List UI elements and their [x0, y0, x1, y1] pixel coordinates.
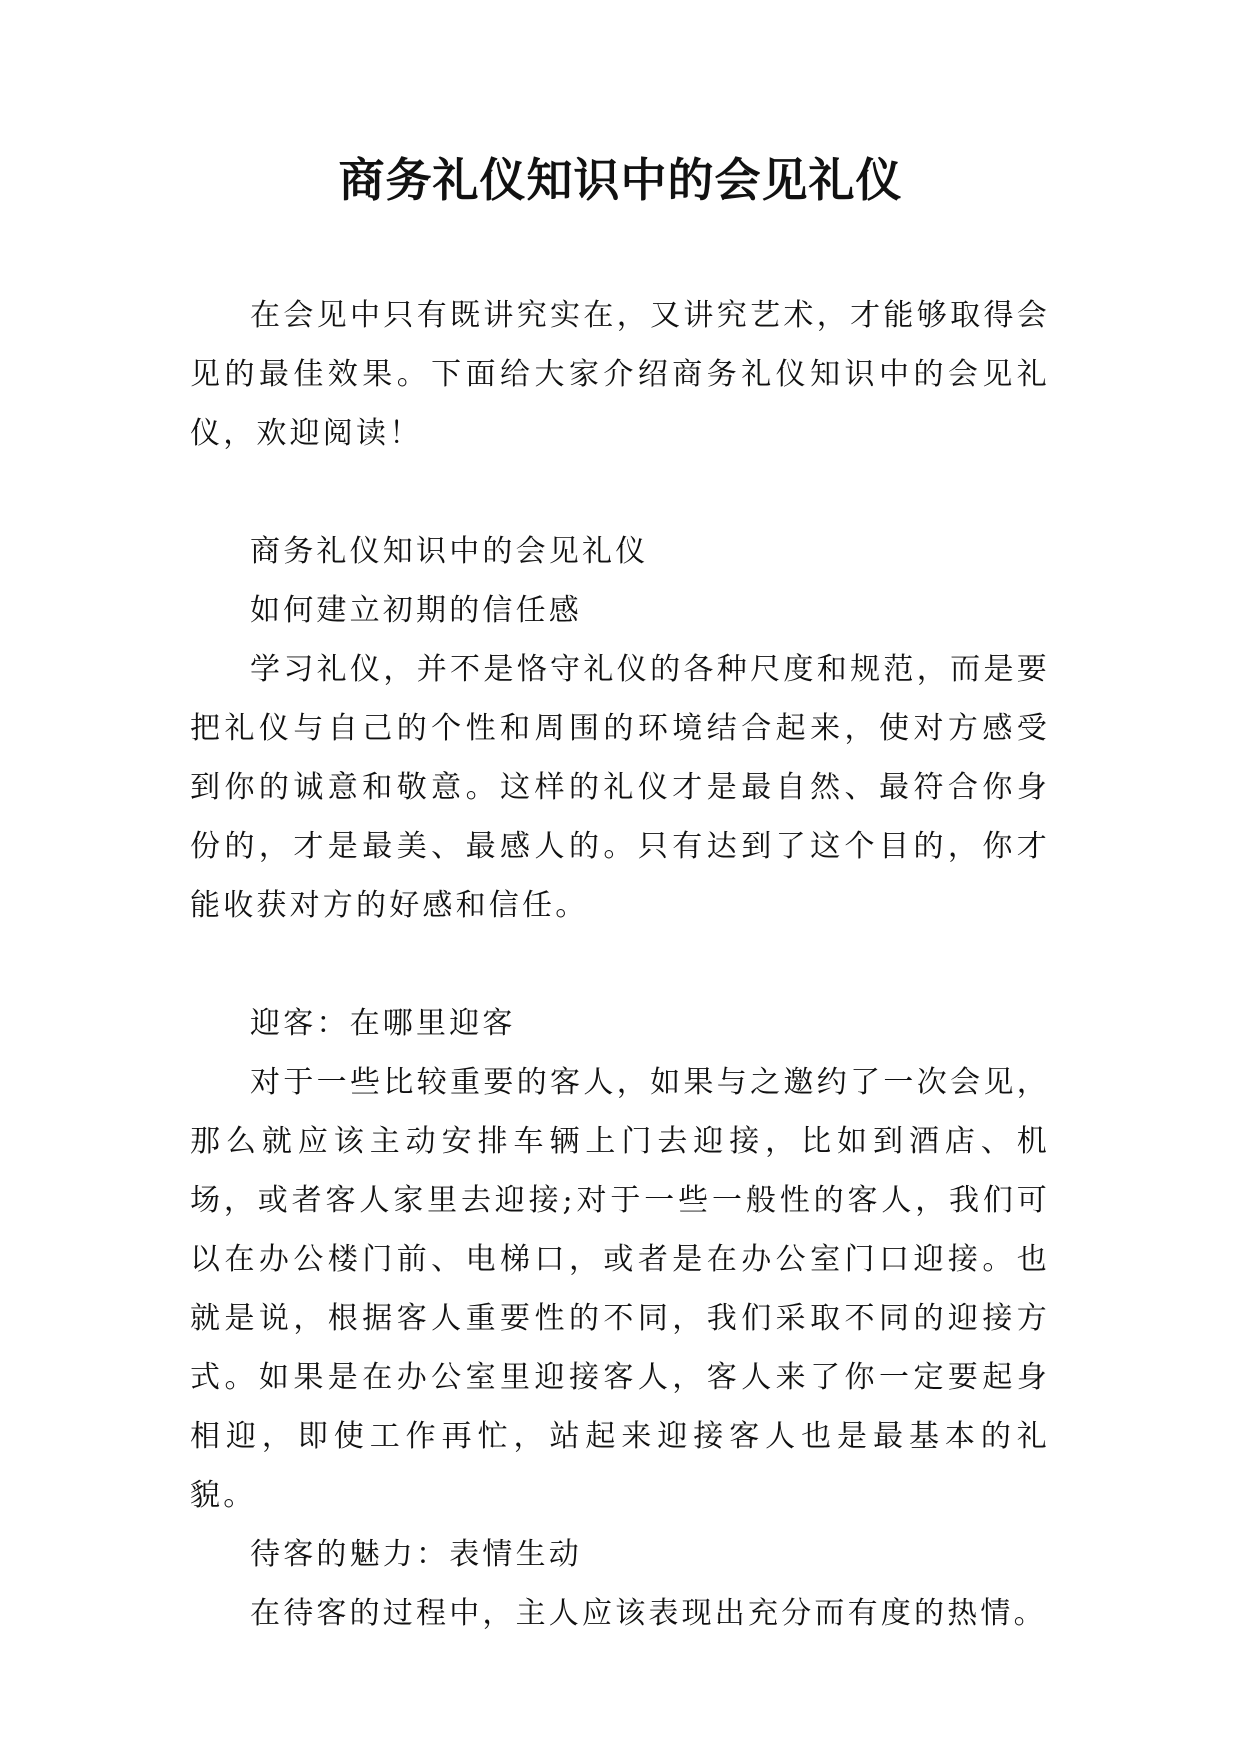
document-body: [190, 286, 1050, 1643]
trust-paragraph: 学习礼仪，并不是恪守礼仪的各种尺度和规范，而是要把礼仪与自己的个性和周围的环境结合起来，使对方感受到你的诚意和敬意。这样的礼仪才是最自然、最符合你身份的，才是最美、最感人的。只有达到了这个目的，你才能收获对方的好感和信任。: [190, 652, 1050, 923]
paragraph-gap: [190, 935, 1050, 994]
document-title: 商务礼仪知识中的会见礼仪: [338, 153, 903, 207]
subheading-greeting: 迎客：在哪里迎客: [250, 1006, 516, 1041]
greeting-paragraph: 对于一些比较重要的客人，如果与之邀约了一次会见，那么就应该主动安排车辆上门去迎接，比如到酒店、机场，或者客人家里去迎接;对于一些一般性的客人，我们可以在办公楼门前、电梯口，或者是在办公室门口迎接。也就是说，根据客人重要性的不同，我们采取不同的迎接方式。如果是在办公室里迎接客人，客人来了你一定要起身相迎，即使工作再忙，站起来迎接客人也是最基本的礼貌。: [190, 1065, 1050, 1513]
subheading-trust: 如何建立初期的信任感: [250, 593, 582, 628]
intro-paragraph: 在会见中只有既讲究实在，又讲究艺术，才能够取得会见的最佳效果。下面给大家介绍商务礼仪知识中的会见礼仪，欢迎阅读！: [190, 298, 1050, 451]
subheading-hosting: 待客的魅力：表情生动: [250, 1537, 582, 1572]
hosting-paragraph: 在待客的过程中，主人应该表现出充分而有度的热情。: [250, 1596, 1047, 1631]
section-heading: 商务礼仪知识中的会见礼仪: [250, 534, 649, 569]
paragraph-gap: [190, 463, 1050, 522]
